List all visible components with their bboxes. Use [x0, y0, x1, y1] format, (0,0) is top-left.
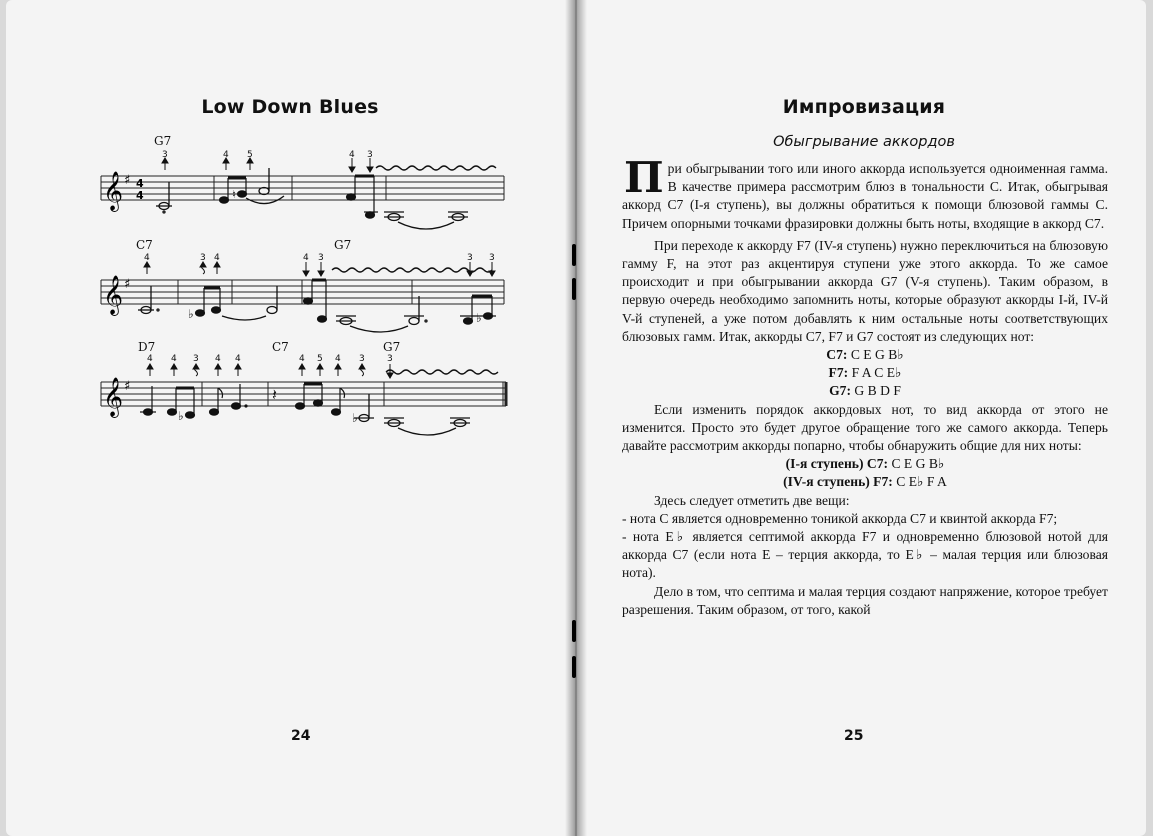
- body-text: [622, 153, 1108, 619]
- svg-text:♭: ♭: [188, 307, 194, 321]
- paragraph: - нота E♭ является септимой аккорда F7 и одновременно блюзовой нотой для аккорда С7 (если нота Е – терция аккорда, то E♭ – малая терция или блюзовая нота).: [622, 529, 1108, 581]
- fingering-number: 4: [235, 354, 241, 364]
- song-title: Low Down Blues: [201, 96, 379, 118]
- chord-symbol: G7: [383, 340, 401, 354]
- fingering-number: 4: [147, 354, 153, 364]
- chord-name: F7:: [828, 365, 849, 381]
- chord-pair: [622, 473, 1108, 491]
- pair-label: (I-я ступень) C7:: [785, 456, 889, 472]
- chord-list-item: [622, 382, 1108, 400]
- fingering-number: 4: [144, 253, 150, 263]
- paragraph: Если изменить порядок аккордовых нот, то вид аккорда от этого не изменится. Просто это будет другое обращение того же самого аккорда. Теперь давайте рассмотрим аккорды попарно, чтобы обнаружить общие для них ноты:: [622, 401, 1108, 454]
- paragraph: [622, 153, 1108, 233]
- music-staff: [96, 236, 516, 336]
- fingering-number: 3: [200, 253, 206, 263]
- fingering-number: 3: [359, 354, 365, 364]
- paragraph: Дело в том, что септима и малая терция создают напряжение, которое требует разрешения. Таким образом, от того, какой: [622, 583, 1108, 617]
- chord-notes: F A C E♭: [851, 365, 902, 381]
- drop-cap: П: [624, 153, 664, 202]
- svg-text:4: 4: [136, 189, 144, 202]
- fingering-number: 3: [193, 354, 199, 364]
- chord-pair: [622, 455, 1108, 473]
- chord-symbol: G7: [334, 238, 352, 252]
- fingering-number: 4: [303, 253, 309, 263]
- svg-text:♯: ♯: [124, 173, 131, 188]
- paragraph: При переходе к аккорду F7 (IV-я ступень) нужно переключиться на блюзовую гамму F, на этот раз акцентируя ступени уже этого аккорда. То же самое происходит и при обыгрывании аккорда G7 (V-я ступень). Таким образом, в первую очередь необходимо запомнить ноты, которые образуют аккорды I-й, IV-й V-й ступеней, а уже потом добавлять к ним остальные ноты соответствующих блюзовых гамм. Итак, аккорды С7, F7 и G7 состоят из следующих нот:: [622, 237, 1108, 344]
- chord-notes: C E G B♭: [850, 347, 904, 363]
- fingering-number: 3: [318, 253, 324, 263]
- binding-mark: [572, 278, 576, 300]
- fingering-number: 5: [247, 150, 253, 160]
- chord-list-item: [622, 346, 1108, 364]
- svg-text:♭: ♭: [352, 411, 358, 425]
- music-staff: [96, 338, 516, 438]
- staff-row-2: [96, 236, 516, 336]
- svg-text:𝄞: 𝄞: [103, 377, 124, 417]
- fingering-number: 4: [171, 354, 177, 364]
- fingering-number: 4: [335, 354, 341, 364]
- right-page: [574, 0, 1146, 836]
- book-gutter: [565, 0, 587, 836]
- binding-mark: [572, 620, 576, 642]
- section-title: Импровизация: [782, 96, 946, 118]
- paragraph: Здесь следует отметить две вещи:: [654, 492, 850, 508]
- left-page: [6, 0, 574, 836]
- svg-text:♭: ♭: [178, 409, 184, 423]
- chord-list-item: [622, 364, 1108, 382]
- page-number: 24: [291, 728, 311, 744]
- chord-name: C7:: [826, 347, 848, 363]
- svg-text:4: 4: [136, 177, 144, 190]
- fingering-number: 3: [367, 150, 373, 160]
- svg-text:𝄽: 𝄽: [272, 385, 277, 404]
- chord-symbol: C7: [272, 340, 289, 354]
- svg-text:♯: ♯: [124, 379, 131, 394]
- fingering-number: 3: [387, 354, 393, 364]
- fingering-number: 4: [223, 150, 229, 160]
- binding-mark: [572, 656, 576, 678]
- chord-name: G7:: [829, 383, 852, 399]
- svg-text:𝄞: 𝄞: [103, 275, 124, 315]
- fingering-number: 4: [215, 354, 221, 364]
- staff-row-3: [96, 338, 516, 438]
- pair-notes: C E G B♭: [891, 456, 945, 472]
- binding-mark: [572, 244, 576, 266]
- svg-text:♯: ♯: [124, 277, 131, 292]
- page-number: 25: [844, 728, 864, 744]
- fingering-number: 4: [349, 150, 355, 160]
- paragraph-text: ри обыгрывании того или иного аккорда используется одноименная гамма. В качестве примера рассмотрим блюз в тональности С. Итак, обыгрывая аккорд С7 (I-я ступень), вы должны обратиться к помощи блюзовой гаммы С. Причем опорными точками фразировки должны быть ноты, входящие в аккорд С7.: [622, 161, 1108, 231]
- svg-text:♮: ♮: [232, 188, 236, 201]
- section-subtitle: Обыгрывание аккордов: [773, 134, 955, 150]
- pair-label: (IV-я ступень) F7:: [783, 474, 893, 490]
- chord-symbol: G7: [154, 134, 172, 148]
- chord-symbol: D7: [138, 340, 156, 354]
- chord-notes: G B D F: [854, 383, 901, 399]
- fingering-number: 3: [467, 253, 473, 263]
- fingering-number: 4: [299, 354, 305, 364]
- svg-text:♭: ♭: [476, 311, 482, 325]
- staff-row-1: [96, 132, 516, 232]
- svg-text:𝄞: 𝄞: [103, 171, 124, 211]
- pair-notes: C E♭ F A: [896, 474, 947, 490]
- fingering-number: 3: [489, 253, 495, 263]
- paragraph: - нота С является одновременно тоникой аккорда С7 и квинтой аккорда F7;: [622, 510, 1058, 526]
- fingering-number: 3: [162, 150, 168, 160]
- fingering-number: 4: [214, 253, 220, 263]
- fingering-number: 5: [317, 354, 323, 364]
- chord-symbol: C7: [136, 238, 153, 252]
